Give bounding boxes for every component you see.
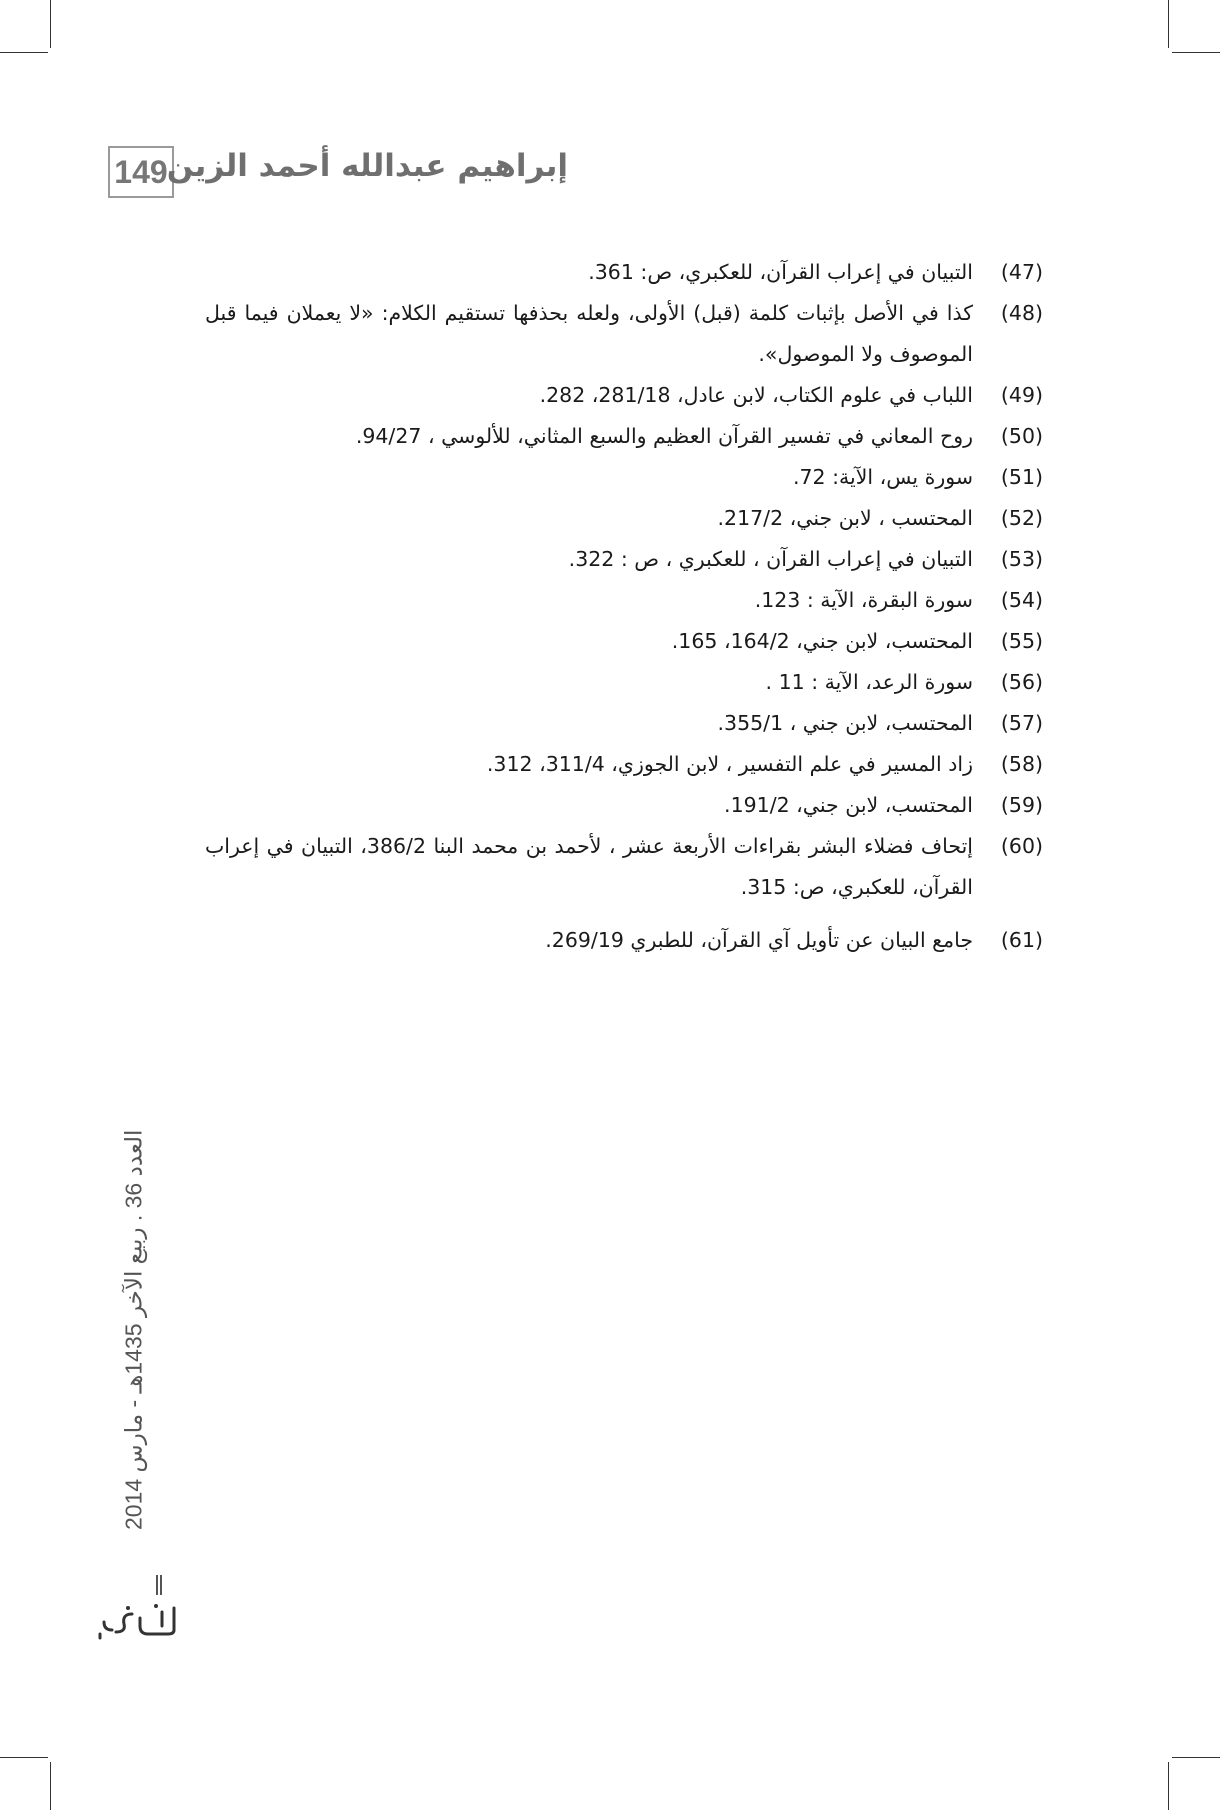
footnote-number: (48) [1000,301,1043,325]
footnote [205,703,1043,744]
footnote [205,662,1043,703]
footnote-number: (47) [1000,260,1043,284]
footnote-text: اللباب في علوم الكتاب، لابن عادل، 281/18، 282. [539,383,973,407]
footnote-text: المحتسب ، لابن جني، 217/2. [717,506,973,530]
footnote-text: كذا في الأصل بإثبات كلمة (قبل) الأولى، ولعله بحذفها تستقيم الكلام: «لا يعملان فيما قبل الموصوف ولا الموصول». [205,301,973,366]
footnote [205,375,1043,416]
issue-divider [156,1575,162,1595]
footnote-text: روح المعاني في تفسير القرآن العظيم والسبع المثاني، للألوسي ، 94/27. [355,424,973,448]
footnote-number: (61) [1000,928,1043,952]
footnote-text: التبيان في إعراب القرآن، للعكبري، ص: 361. [588,260,973,284]
crop-mark [1168,0,1169,48]
footnote-number: (52) [1000,506,1043,530]
crop-mark [1172,1757,1220,1758]
footnote [205,539,1043,580]
footnote-text: سورة الرعد، الآية : 11 . [765,670,973,694]
footnotes-list [205,252,1043,961]
footnote [205,826,1043,908]
footnote-text: جامع البيان عن تأويل آي القرآن، للطبري 269/19. [545,928,973,952]
page-number: 149 [108,146,174,198]
footnote [205,457,1043,498]
footnote-number: (51) [1000,465,1043,489]
footnote [205,293,1043,375]
footnote [205,252,1043,293]
footnote [205,621,1043,662]
journal-logo [92,1600,182,1640]
footnote-text: التبيان في إعراب القرآن ، للعكبري ، ص : 322. [568,547,973,571]
footnote-number: (54) [1000,588,1043,612]
footnote-text: سورة البقرة، الآية : 123. [754,588,973,612]
footnote-number: (60) [1000,834,1043,858]
crop-mark [1168,1762,1169,1810]
footnote [205,785,1043,826]
crop-mark [50,1762,51,1810]
footnote-text: المحتسب، لابن جني، 191/2. [724,793,973,817]
footnote-number: (53) [1000,547,1043,571]
footnote-number: (56) [1000,670,1043,694]
footnote-number: (49) [1000,383,1043,407]
footnote-number: (57) [1000,711,1043,735]
footnote-text: سورة يس، الآية: 72. [792,465,973,489]
crop-mark [0,52,48,53]
footnote-number: (59) [1000,793,1043,817]
issue-info: العدد 36 . ربيع الآخر 1435هـ - مارس 2014 [120,1130,147,1531]
footnote-text: زاد المسير في علم التفسير ، لابن الجوزي، 311/4، 312. [486,752,973,776]
footnote [205,920,1043,961]
footnote [205,744,1043,785]
crop-mark [50,0,51,48]
author-name: إبراهيم عبدالله أحمد الزين [166,148,568,184]
footnote-text: المحتسب، لابن جني، 164/2، 165. [671,629,973,653]
footnote [205,498,1043,539]
footnote-number: (58) [1000,752,1043,776]
crop-mark [0,1757,48,1758]
footnote [205,416,1043,457]
footnote [205,580,1043,621]
footnote-number: (55) [1000,629,1043,653]
footnote-number: (50) [1000,424,1043,448]
footnote-text: إتحاف فضلاء البشر بقراءات الأربعة عشر ، لأحمد بن محمد البنا 386/2، التبيان في إعراب القرآن، للعكبري، ص: 315. [205,834,973,899]
crop-mark [1172,52,1220,53]
footnote-text: المحتسب، لابن جني ، 355/1. [717,711,973,735]
